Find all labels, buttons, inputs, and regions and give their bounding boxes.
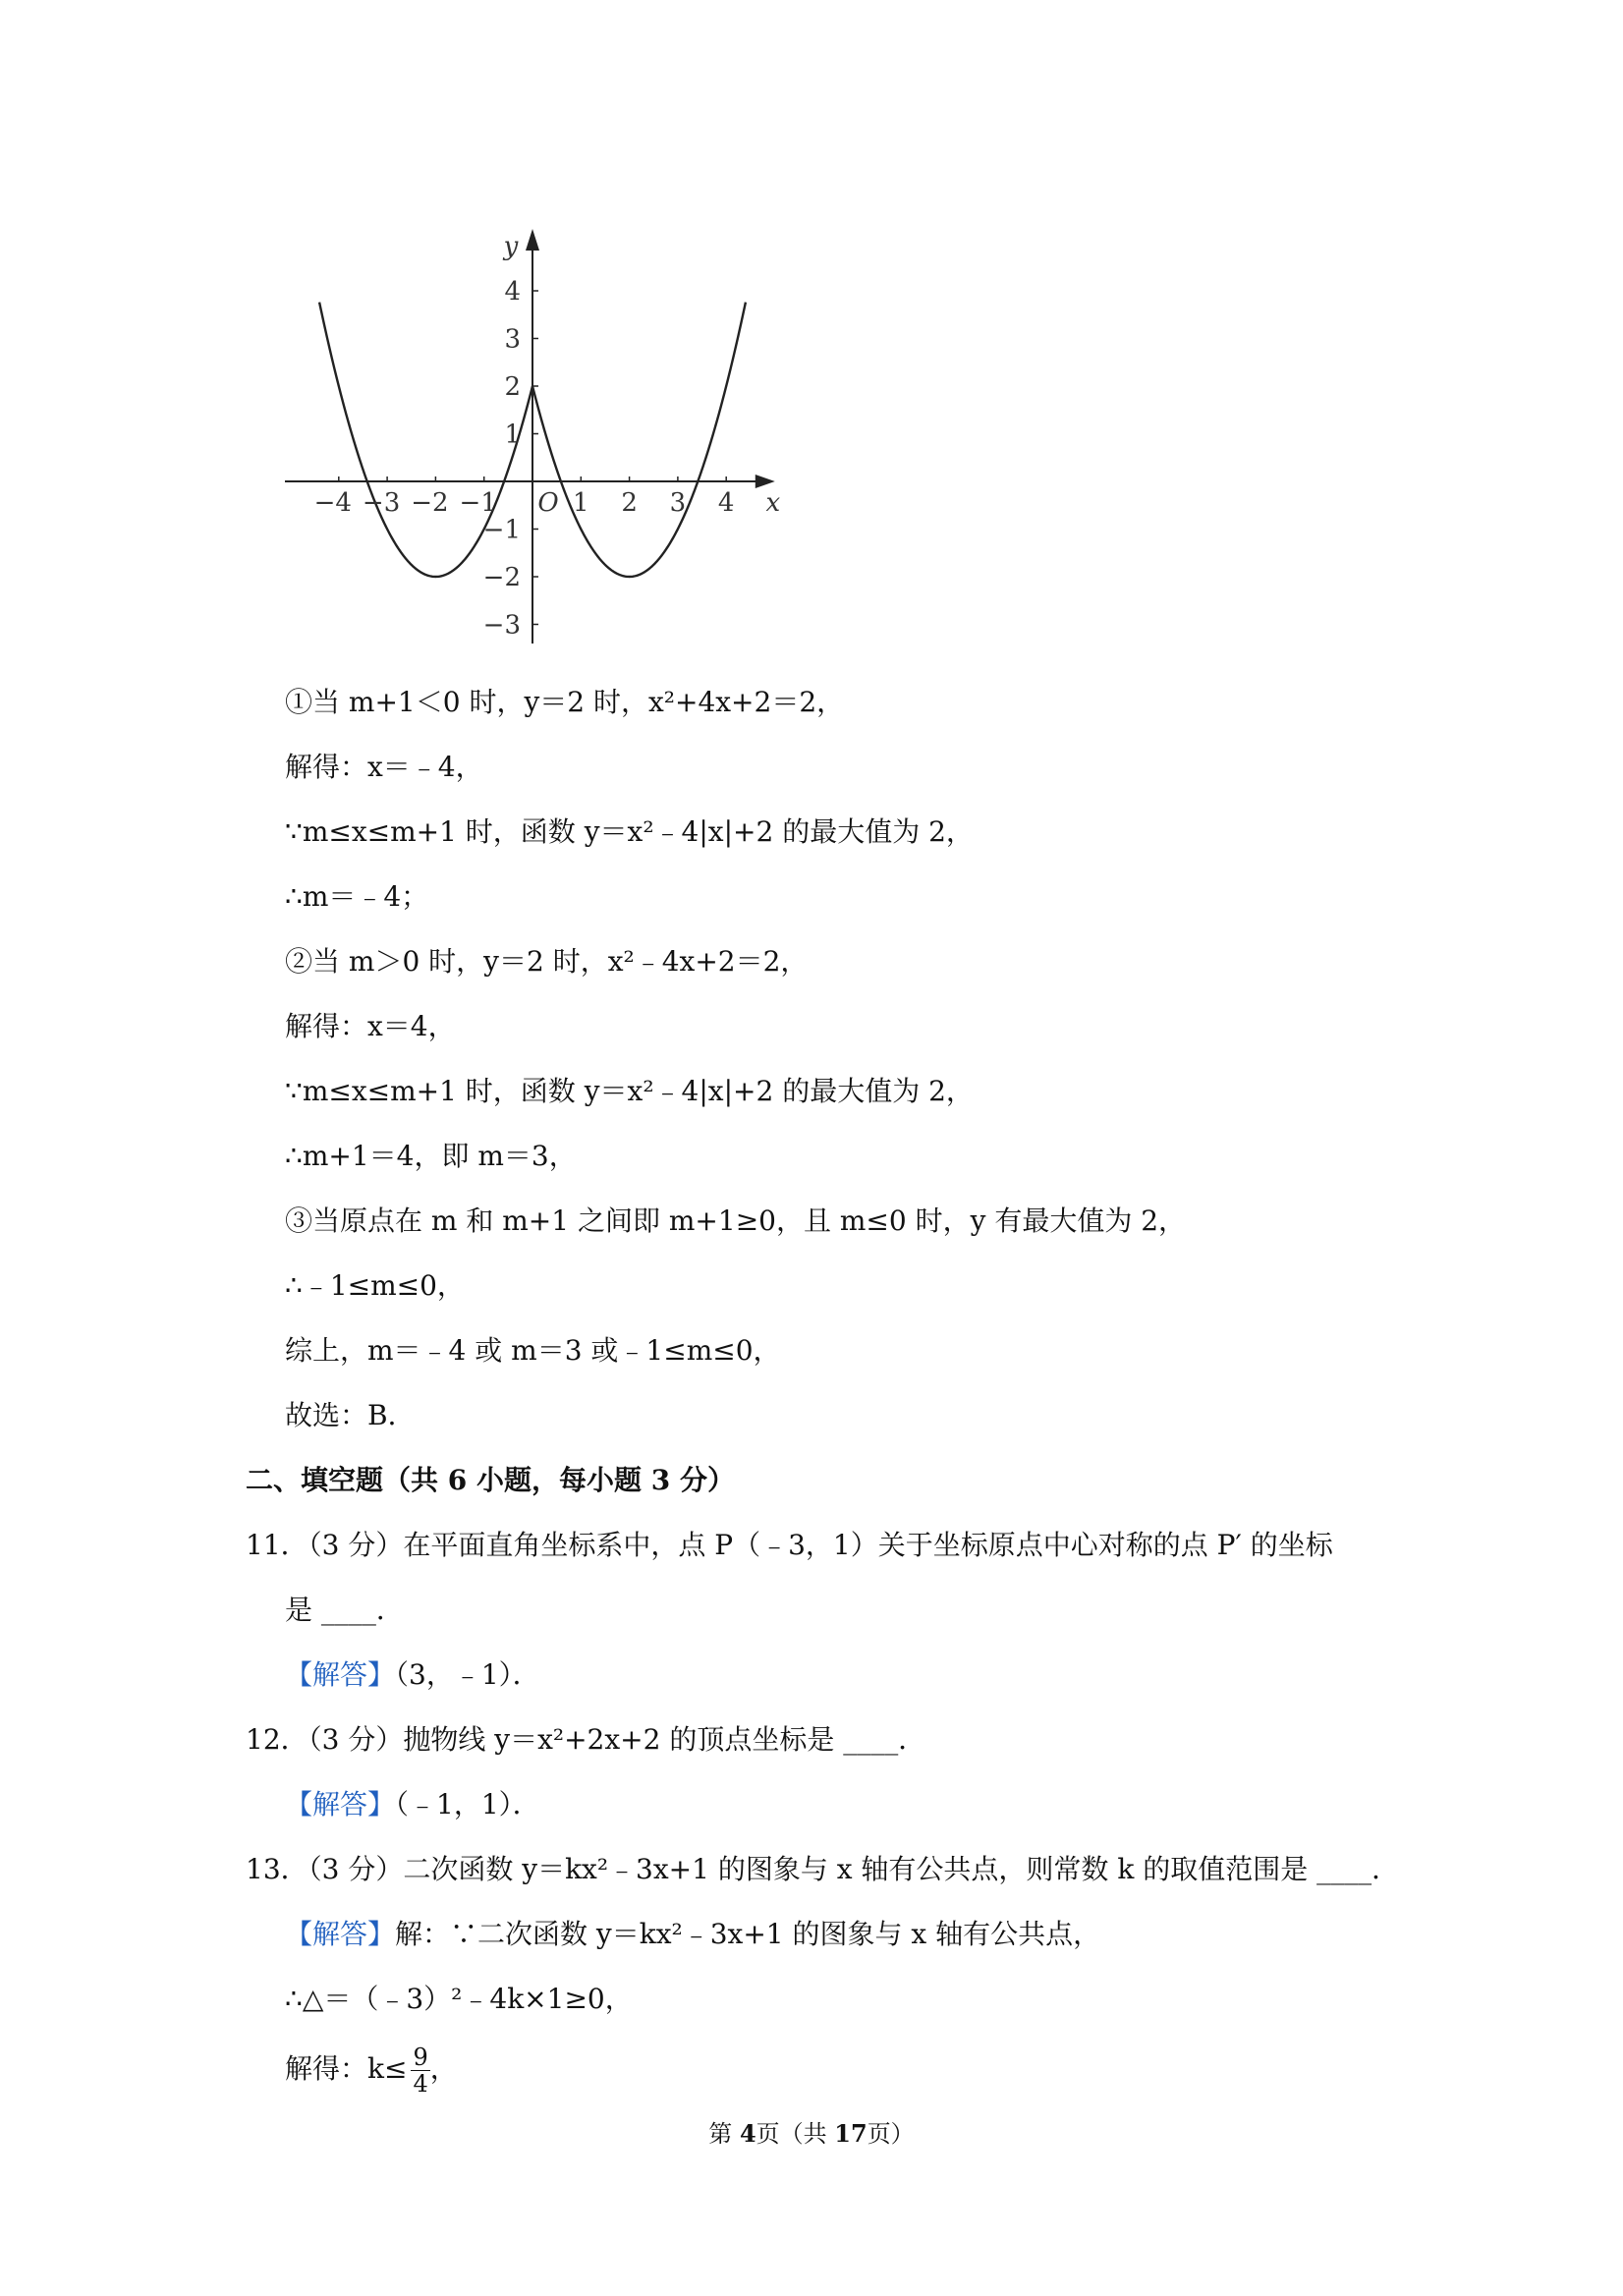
answer-tag: 【解答】 bbox=[285, 1918, 396, 1950]
x-tick-label: 2 bbox=[621, 488, 638, 518]
solution-line-12: 故选：B． bbox=[285, 1399, 416, 1431]
solution-line-8: ∴m+1＝4，即 m＝3， bbox=[285, 1140, 577, 1172]
x-axis-arrow bbox=[756, 475, 775, 488]
answer-tag: 【解答】 bbox=[285, 1658, 396, 1691]
x-tick-label: 4 bbox=[717, 488, 735, 518]
footer-page-number: 4 bbox=[739, 2119, 756, 2148]
solution-line-3: ∵m≤x≤m+1 时，函数 y＝x²﹣4|x|+2 的最大值为 2， bbox=[285, 815, 974, 848]
x-tick-label: 3 bbox=[669, 488, 687, 518]
answer-12 bbox=[285, 1785, 540, 1824]
fraction bbox=[411, 2044, 429, 2097]
y-tick-label: 3 bbox=[504, 324, 521, 355]
solution-line-11: 综上，m＝﹣4 或 m＝3 或﹣1≤m≤0， bbox=[285, 1334, 781, 1367]
answer-text: （﹣1，1）． bbox=[395, 1788, 540, 1820]
y-axis-arrow bbox=[526, 229, 539, 251]
y-tick-label: −3 bbox=[482, 610, 521, 641]
y-tick-label: 4 bbox=[504, 277, 521, 307]
question-13: 13．（3 分）二次函数 y＝kx²﹣3x+1 的图象与 x 轴有公共点，则常数 k 的取值范围是 ____． bbox=[246, 1853, 1400, 1885]
y-tick-label: 2 bbox=[504, 372, 521, 402]
x-tick-label: −3 bbox=[362, 488, 401, 518]
x-tick-label: −2 bbox=[411, 488, 449, 518]
graph-axes bbox=[285, 229, 775, 644]
solution-line-4: ∴m＝﹣4； bbox=[285, 880, 429, 913]
footer-total-pages: 17 bbox=[834, 2119, 867, 2148]
solution-line-1: ①当 m+1＜0 时，y＝2 时，x²+4x+2＝2， bbox=[285, 686, 845, 718]
x-tick-label: −1 bbox=[459, 488, 497, 518]
answer-text: 解：∵二次函数 y＝kx²﹣3x+1 的图象与 x 轴有公共点， bbox=[395, 1918, 1101, 1950]
answer-13-line-2: ∴△＝（﹣3）²﹣4k×1≥0， bbox=[285, 1983, 633, 2015]
y-tick-label: 1 bbox=[504, 420, 521, 450]
solution-line-2: 解得：x＝﹣4， bbox=[285, 751, 483, 783]
answer-tag: 【解答】 bbox=[285, 1788, 396, 1820]
parabola-graph bbox=[285, 221, 796, 653]
section-heading: 二、填空题（共 6 小题，每小题 3 分） bbox=[246, 1464, 735, 1496]
solution-line-5: ②当 m＞0 时，y＝2 时，x²﹣4x+2＝2， bbox=[285, 945, 809, 978]
footer-prefix: 第 bbox=[708, 2120, 740, 2148]
solution-line-10: ∴﹣1≤m≤0， bbox=[285, 1269, 465, 1302]
footer-suffix: 页） bbox=[867, 2120, 915, 2148]
solution-line-6: 解得：x＝4， bbox=[285, 1010, 456, 1042]
y-axis-label: y bbox=[503, 232, 519, 261]
footer-middle: 页（共 bbox=[756, 2120, 835, 2148]
y-tick-label: −2 bbox=[482, 563, 521, 592]
x-axis-label: x bbox=[765, 488, 781, 518]
x-tick-label: −4 bbox=[313, 488, 352, 518]
answer-text: （3，﹣1）． bbox=[395, 1658, 540, 1691]
question-12: 12．（3 分）抛物线 y＝x²+2x+2 的顶点坐标是 ____． bbox=[246, 1723, 926, 1756]
y-tick-label: −1 bbox=[482, 515, 521, 545]
answer-13-prefix: 解得：k≤ bbox=[285, 2052, 408, 2085]
question-11: 11．（3 分）在平面直角坐标系中，点 P（﹣3，1）关于坐标原点中心对称的点 P′ 的坐标 bbox=[246, 1529, 1333, 1561]
solution-line-9: ③当原点在 m 和 m+1 之间即 m+1≥0，且 m≤0 时，y 有最大值为 2， bbox=[285, 1204, 1187, 1237]
fraction-numerator: 9 bbox=[413, 2044, 428, 2071]
answer-13 bbox=[285, 1915, 1100, 1954]
answer-13-line-3 bbox=[285, 2042, 458, 2097]
solution-line-7: ∵m≤x≤m+1 时，函数 y＝x²﹣4|x|+2 的最大值为 2， bbox=[285, 1075, 974, 1107]
x-tick-label: 1 bbox=[573, 488, 589, 518]
page-footer bbox=[0, 2114, 1623, 2149]
answer-13-suffix: ， bbox=[429, 2052, 458, 2085]
origin-label: O bbox=[537, 488, 559, 518]
question-11-cont: 是 ____． bbox=[285, 1594, 404, 1626]
answer-11 bbox=[285, 1655, 540, 1695]
fraction-denominator: 4 bbox=[413, 2070, 428, 2098]
